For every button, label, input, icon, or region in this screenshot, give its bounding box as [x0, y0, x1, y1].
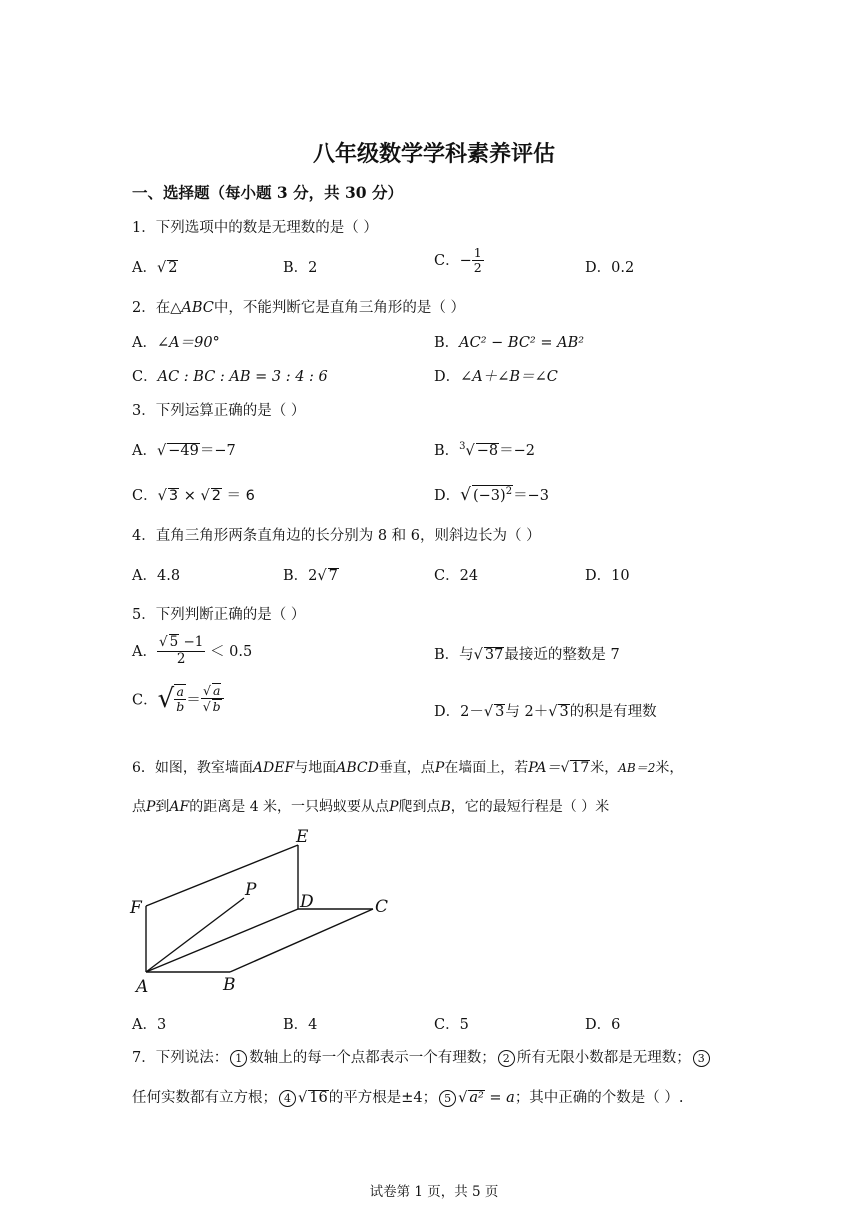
label-F: F	[130, 898, 142, 918]
segment-AP	[146, 898, 244, 972]
q3-option-b: B．$^3$√ −8＝−2	[434, 441, 536, 459]
q5-option-a: A． $\frac{√ 5 -1}{2}$ ＜ 0.5	[132, 634, 253, 667]
edge-AD	[146, 909, 298, 972]
q6-option-c: C．5	[434, 1017, 469, 1033]
label-C: C	[375, 897, 389, 917]
question-2-stem: 2．在△ABC中，不能判断它是直角三角形的是（ ）	[132, 300, 465, 316]
edge-BC	[230, 909, 373, 972]
question-4-stem: 4．直角三角形两条直角边的长分别为 8 和 6，则斜边长为（ ）	[132, 528, 541, 544]
label-A: A	[136, 977, 149, 997]
q1-option-c: C．− $\frac{1}{2}$	[434, 245, 482, 276]
section-heading: 一、选择题（每小题 3 分，共 30 分）	[132, 183, 403, 202]
edge-FE	[146, 845, 298, 906]
q6-option-d: D．6	[585, 1017, 621, 1033]
q1-option-a: A．√ 2	[132, 260, 178, 276]
q6-geometry-figure	[120, 820, 410, 1000]
question-3-stem: 3．下列运算正确的是（ ）	[132, 403, 306, 419]
q4-option-c: C．24	[434, 568, 479, 584]
page-title: 八年级数学学科素养评估	[312, 141, 555, 167]
question-7-line-2: 任何实数都有立方根； 4 √ 16的平方根是±4； 5 √ a² = a；其中正确的个数是（ ）.	[132, 1090, 684, 1106]
q6-option-b: B．4	[283, 1017, 318, 1033]
q3-option-a: A．√ −49＝−7	[132, 443, 236, 459]
q6-option-a: A．3	[132, 1017, 167, 1033]
q2-option-a: A．∠A＝90°	[132, 335, 220, 351]
q4-option-d: D．10	[585, 568, 630, 584]
page-footer: 试卷第 1 页，共 5 页	[369, 1184, 499, 1200]
q3-option-c: C．√ 3 × √ 2 ＝ 6	[132, 488, 255, 504]
q5-option-d: D．2－√ 3与 2＋√ 3的积是有理数	[434, 704, 657, 720]
q1-option-d: D．0.2	[585, 260, 635, 276]
q2-option-b: B．AC² − BC² = AB²	[434, 335, 585, 351]
question-7-line-1: 7．下列说法： 1 数轴上的每一个点都表示一个有理数； 2 所有无限小数都是无理数； 3	[132, 1046, 712, 1067]
q2-option-c: C．AC : BC : AB = 3 : 4 : 6	[132, 369, 328, 385]
question-1-stem: 1．下列选项中的数是无理数的是（ ）	[132, 220, 378, 236]
question-5-stem: 5．下列判断正确的是（ ）	[132, 607, 306, 623]
q3-option-d: D．√ $(-3)^2=-3$	[434, 485, 549, 505]
q1-option-b: B．2	[283, 260, 318, 276]
q5-option-c: C．√ $\frac{a}{b}$ ＝ $\frac{√ a}{√ b}$	[132, 683, 224, 715]
q4-option-b: B．2√ 7	[283, 568, 338, 584]
label-D: D	[300, 892, 314, 912]
label-B: B	[223, 975, 236, 995]
q4-option-a: A．4.8	[132, 568, 181, 584]
q5-option-b: B．与√ 37最接近的整数是 7	[434, 647, 620, 663]
label-E: E	[296, 827, 309, 847]
q2-option-d: D．∠A＋∠B＝∠C	[434, 369, 558, 385]
question-6-line-1: 6．如图，教室墙面ADEF与地面ABCD垂直，点P在墙面上，若PA＝√ 17米，AB＝2米，	[132, 760, 684, 776]
label-P: P	[245, 880, 257, 900]
question-6-line-2: 点P到AF的距离是 4 米，一只蚂蚁要从点P爬到点B，它的最短行程是（ ）米	[132, 799, 610, 815]
